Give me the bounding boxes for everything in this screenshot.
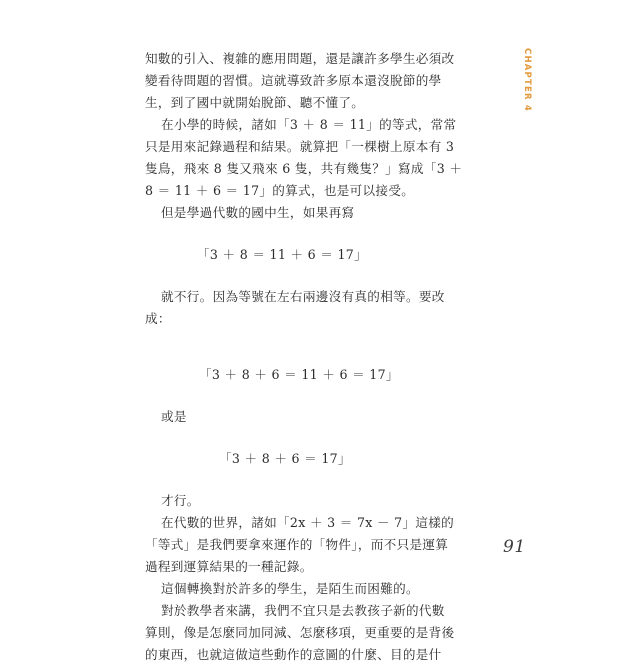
paragraph-line: 成： <box>145 311 171 326</box>
body-text <box>145 48 463 666</box>
formula-2: 「3 ＋ 8 ＋ 6 ＝ 11 ＋ 6 ＝ 17」 <box>199 367 399 382</box>
paragraph-line: 隻鳥，飛來 8 隻又飛來 6 隻，共有幾隻？」寫成「3 ＋ <box>145 161 463 176</box>
paragraph-line: 算則，像是怎麼同加同減、怎麼移項，更重要的是背後 <box>145 625 455 640</box>
paragraph-line: 只是用來記錄過程和結果。就算把「一棵樹上原本有 3 <box>145 139 455 154</box>
paragraph-line: 變看待問題的習慣。這就導致許多原本還沒脫節的學 <box>145 73 442 88</box>
paragraph-line: 這個轉換對於許多的學生，是陌生而困難的。 <box>161 581 419 596</box>
page-number: 91 <box>503 537 526 557</box>
paragraph-line: 對於教學者來講，我們不宜只是去教孩子新的代數 <box>161 603 445 618</box>
formula-3: 「3 ＋ 8 ＋ 6 ＝ 17」 <box>219 451 351 466</box>
paragraph-line: 才行。 <box>161 493 200 508</box>
paragraph-line: 或是 <box>161 409 187 424</box>
formula-1: 「3 ＋ 8 ＝ 11 ＋ 6 ＝ 17」 <box>197 247 367 262</box>
chapter-label: CHAPTER 4 <box>522 48 532 112</box>
paragraph-line: 但是學過代數的國中生，如果再寫 <box>161 205 355 220</box>
paragraph-line: 生，到了國中就開始脫節、聽不懂了。 <box>145 95 365 110</box>
paragraph-line: 就不行。因為等號在左右兩邊沒有真的相等。要改 <box>161 289 445 304</box>
paragraph-line: 知數的引入、複雜的應用問題，還是讓許多學生必須改 <box>145 51 455 66</box>
paragraph-line: 在小學的時候，諸如「3 ＋ 8 ＝ 11」的等式，常常 <box>161 117 457 132</box>
paragraph-line: 在代數的世界，諸如「2x ＋ 3 ＝ 7x － 7」這樣的 <box>161 515 455 530</box>
paragraph-line: 的東西，也就這做這些動作的意圖的什麼、目的是什 <box>145 647 442 662</box>
paragraph-line: 「等式」是我們要拿來運作的「物件」，而不只是運算 <box>145 537 449 552</box>
paragraph-line: 過程到運算結果的一種記錄。 <box>145 559 313 574</box>
paragraph-line: 8 ＝ 11 ＋ 6 ＝ 17」的算式，也是可以接受。 <box>145 183 415 198</box>
